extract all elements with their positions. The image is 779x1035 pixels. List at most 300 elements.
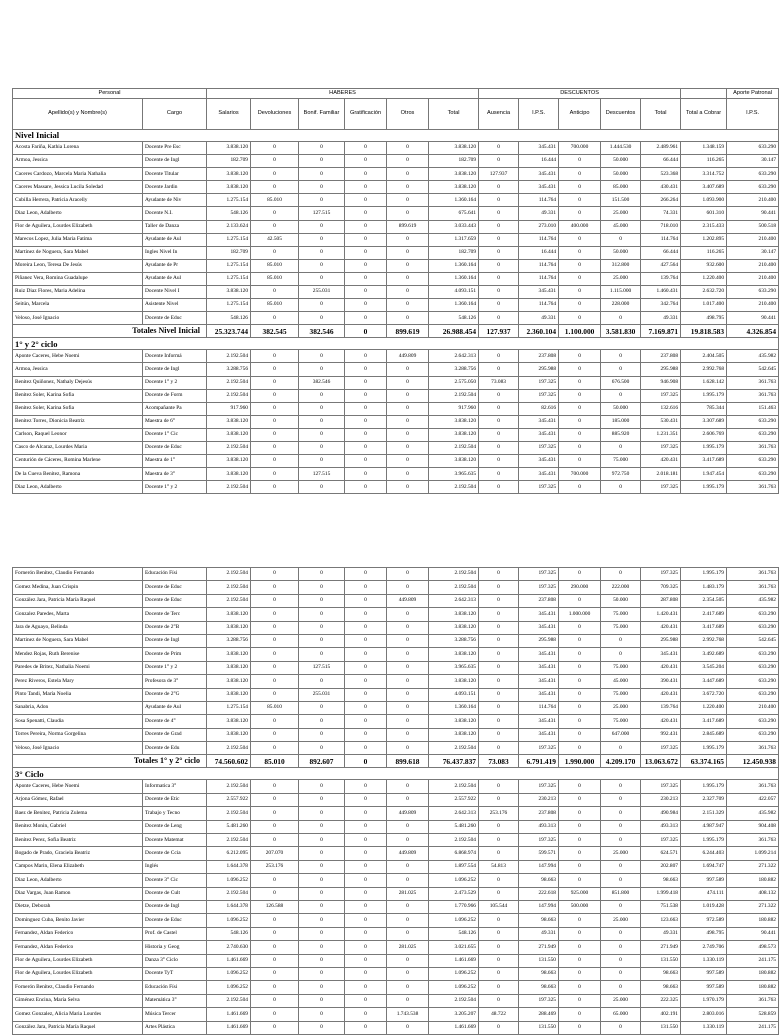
amount-cell: 197.325 (519, 994, 559, 1007)
amount-cell: 2.642.313 (429, 594, 479, 607)
amount-cell: 2.327.709 (681, 793, 727, 806)
amount-cell: 0 (387, 402, 429, 415)
amount-cell: 197.325 (519, 780, 559, 793)
amount-cell: 98.663 (641, 981, 681, 994)
amount-cell: 0 (479, 661, 519, 674)
employee-name-cell: Martinez de Noguera, Sara Mabel (13, 246, 143, 259)
amount-cell: 0 (479, 481, 519, 494)
amount-cell: 0 (601, 967, 641, 980)
amount-cell: 633.290 (727, 181, 779, 194)
amount-cell: 0 (601, 927, 641, 940)
employee-name-cell: Marecos Lopez, Julia Maria Fatima (13, 233, 143, 246)
amount-cell: 0 (479, 914, 519, 927)
amount-cell: 253.176 (479, 807, 519, 820)
amount-cell: 1.644.378 (207, 900, 251, 913)
amount-cell: 0 (251, 246, 299, 259)
column-header: Bonif. Familiar (299, 99, 345, 130)
amount-cell: 0 (559, 793, 601, 806)
table-row (13, 742, 779, 755)
amount-cell: 0 (345, 661, 387, 674)
column-header: Descuentos (601, 99, 641, 130)
amount-cell: 2.192.504 (429, 389, 479, 402)
amount-cell: 500.518 (727, 220, 779, 233)
table-row (13, 648, 779, 661)
amount-cell: 1.770.966 (429, 900, 479, 913)
amount-cell: 0 (601, 233, 641, 246)
amount-cell: 197.325 (641, 834, 681, 847)
amount-cell: 210.400 (727, 194, 779, 207)
amount-cell: 0 (345, 299, 387, 312)
amount-cell: 0 (299, 194, 345, 207)
amount-cell: 408.132 (727, 887, 779, 900)
amount-cell: 0 (299, 581, 345, 594)
amount-cell: 0 (345, 220, 387, 233)
amount-cell: 66.444 (641, 155, 681, 168)
amount-cell: 633.290 (727, 142, 779, 155)
amount-cell: 361.763 (727, 780, 779, 793)
amount-cell: 435.982 (727, 350, 779, 363)
amount-cell: 633.290 (727, 286, 779, 299)
amount-cell: 25.000 (601, 272, 641, 285)
column-header: I.P.S. (727, 99, 779, 130)
amount-cell: 0 (559, 312, 601, 325)
amount-cell: 3.288.756 (207, 634, 251, 647)
amount-cell: 3.417.689 (681, 455, 727, 468)
amount-cell: 25.000 (601, 207, 641, 220)
amount-cell: 0 (387, 389, 429, 402)
amount-cell: 1.947.454 (681, 468, 727, 481)
employee-name-cell: Caceres Cardozo, Marcela Maria Nathalia (13, 168, 143, 181)
amount-cell: 0 (299, 272, 345, 285)
amount-cell: 2.192.504 (429, 568, 479, 581)
amount-cell: 0 (387, 1021, 429, 1034)
total-cell: 63.374.165 (681, 755, 727, 768)
amount-cell: 2.417.689 (681, 608, 727, 621)
position-cell: Docente de Etic (143, 793, 207, 806)
amount-cell: 0 (299, 900, 345, 913)
amount-cell: 25.000 (601, 914, 641, 927)
position-cell: Docente de 2°B (143, 621, 207, 634)
amount-cell: 0 (345, 860, 387, 873)
amount-cell: 0 (251, 715, 299, 728)
amount-cell: 1.483.179 (681, 581, 727, 594)
amount-cell: 2.192.504 (429, 581, 479, 594)
amount-cell: 237.808 (519, 807, 559, 820)
amount-cell: 290.000 (559, 581, 601, 594)
amount-cell: 0 (387, 272, 429, 285)
amount-cell: 1.444.530 (601, 142, 641, 155)
amount-cell: 0 (299, 967, 345, 980)
amount-cell: 0 (299, 994, 345, 1007)
amount-cell: 0 (299, 675, 345, 688)
amount-cell: 90.441 (727, 207, 779, 220)
amount-cell: 2.642.313 (429, 350, 479, 363)
amount-cell: 633.290 (727, 675, 779, 688)
amount-cell: 1.202.895 (681, 233, 727, 246)
amount-cell: 0 (559, 941, 601, 954)
employee-name-cell: Campos Marin, Elena Elizabeth (13, 860, 143, 873)
amount-cell: 548.126 (207, 312, 251, 325)
position-cell: Ayudante de Aul (143, 272, 207, 285)
amount-cell: 946.908 (641, 376, 681, 389)
amount-cell: 0 (299, 634, 345, 647)
amount-cell: 210.400 (727, 701, 779, 714)
amount-cell: 0 (345, 142, 387, 155)
amount-cell: 2.192.504 (429, 780, 479, 793)
amount-cell: 633.290 (727, 428, 779, 441)
amount-cell: 0 (345, 1008, 387, 1021)
amount-cell: 0 (251, 312, 299, 325)
table-row (13, 259, 779, 272)
amount-cell: 98.663 (641, 967, 681, 980)
amount-cell: 0 (559, 715, 601, 728)
amount-cell: 0 (345, 428, 387, 441)
amount-cell: 0 (299, 941, 345, 954)
amount-cell: 85.010 (251, 299, 299, 312)
amount-cell: 0 (251, 661, 299, 674)
amount-cell: 345.431 (519, 415, 559, 428)
amount-cell: 49.331 (519, 312, 559, 325)
total-cell: 2.360.104 (519, 325, 559, 338)
amount-cell: 6.244.403 (681, 847, 727, 860)
position-cell: Historia y Geog (143, 941, 207, 954)
totals-row (13, 755, 779, 768)
table-row (13, 675, 779, 688)
amount-cell: 0 (479, 675, 519, 688)
column-header: I.P.S. (519, 99, 559, 130)
amount-cell: 361.763 (727, 376, 779, 389)
amount-cell: 0 (345, 807, 387, 820)
section-header-row (13, 338, 779, 350)
amount-cell: 114.764 (519, 701, 559, 714)
amount-cell: 0 (299, 389, 345, 402)
amount-cell: 98.663 (519, 967, 559, 980)
employee-name-cell: Aponte Caceres, Hebe Noemi (13, 780, 143, 793)
table-row (13, 233, 779, 246)
amount-cell: 42.505 (251, 233, 299, 246)
amount-cell: 0 (559, 834, 601, 847)
position-cell: Ayudante de Niv (143, 194, 207, 207)
amount-cell: 932.600 (681, 259, 727, 272)
amount-cell: 0 (387, 155, 429, 168)
amount-cell: 1.995.179 (681, 568, 727, 581)
amount-cell: 210.400 (727, 259, 779, 272)
total-cell: 0 (345, 755, 387, 768)
employee-name-cell: Seitún, Marcela (13, 299, 143, 312)
amount-cell: 0 (251, 675, 299, 688)
amount-cell: 0 (251, 834, 299, 847)
amount-cell: 30.147 (727, 155, 779, 168)
column-header: Gratificación (345, 99, 387, 130)
amount-cell: 633.290 (727, 608, 779, 621)
totals-label: Totales Nivel Inicial (13, 325, 207, 338)
amount-cell: 361.763 (727, 481, 779, 494)
amount-cell: 0 (479, 715, 519, 728)
total-cell: 73.083 (479, 755, 519, 768)
amount-cell: 0 (559, 820, 601, 833)
amount-cell: 0 (299, 350, 345, 363)
amount-cell: 0 (345, 954, 387, 967)
amount-cell: 997.589 (681, 874, 727, 887)
amount-cell: 0 (345, 286, 387, 299)
amount-cell: 785.344 (681, 402, 727, 415)
amount-cell: 0 (387, 994, 429, 1007)
amount-cell: 0 (559, 402, 601, 415)
position-cell: Docente TyT (143, 967, 207, 980)
position-cell: Docente de Ingl (143, 900, 207, 913)
amount-cell: 2.192.504 (429, 742, 479, 755)
section-title: Nivel Inicial (13, 130, 779, 142)
column-header: Otros (387, 99, 429, 130)
amount-cell: 202.807 (641, 860, 681, 873)
amount-cell: 3.965.635 (429, 468, 479, 481)
amount-cell: 361.763 (727, 742, 779, 755)
position-cell: Docente de Educ (143, 441, 207, 454)
amount-cell: 0 (251, 954, 299, 967)
amount-cell: 1.461.669 (429, 1021, 479, 1034)
amount-cell: 449.809 (387, 807, 429, 820)
table-row (13, 793, 779, 806)
amount-cell: 0 (251, 350, 299, 363)
employee-name-cell: Perez Riveros, Estela Mary (13, 675, 143, 688)
amount-cell: 0 (387, 701, 429, 714)
section-title: 3° Ciclo (13, 768, 779, 780)
amount-cell: 0 (251, 594, 299, 607)
amount-cell: 2.192.504 (207, 594, 251, 607)
amount-cell: 0 (387, 860, 429, 873)
position-cell: Ayudante de Aul (143, 701, 207, 714)
amount-cell: 345.431 (519, 608, 559, 621)
amount-cell: 0 (387, 581, 429, 594)
amount-cell: 65.000 (601, 1008, 641, 1021)
amount-cell: 1.099.214 (727, 847, 779, 860)
amount-cell: 0 (559, 568, 601, 581)
amount-cell: 0 (387, 259, 429, 272)
amount-cell: 0 (559, 860, 601, 873)
amount-cell: 0 (299, 927, 345, 940)
amount-cell: 3.838.120 (207, 455, 251, 468)
amount-cell: 700.000 (559, 142, 601, 155)
amount-cell: 0 (559, 634, 601, 647)
amount-cell: 430.431 (641, 181, 681, 194)
amount-cell: 271.949 (641, 941, 681, 954)
amount-cell: 0 (387, 181, 429, 194)
amount-cell: 126.588 (251, 900, 299, 913)
amount-cell: 230.213 (641, 793, 681, 806)
employee-name-cell: Acosta Fariña, Kathia Lorena (13, 142, 143, 155)
amount-cell: 180.882 (727, 914, 779, 927)
amount-cell: 0 (387, 874, 429, 887)
amount-cell: 2.632.720 (681, 286, 727, 299)
amount-cell: 0 (601, 350, 641, 363)
position-cell: Docente Informá (143, 350, 207, 363)
table-row (13, 1021, 779, 1034)
position-cell: Docente de Edu (143, 742, 207, 755)
amount-cell: 1.275.154 (207, 701, 251, 714)
amount-cell: 0 (299, 259, 345, 272)
amount-cell: 2.473.529 (429, 887, 479, 900)
amount-cell: 0 (387, 621, 429, 634)
amount-cell: 0 (559, 389, 601, 402)
employee-name-cell: González Jara, Patricia María Raquel (13, 594, 143, 607)
amount-cell: 0 (559, 688, 601, 701)
amount-cell: 500.000 (559, 900, 601, 913)
table-row (13, 887, 779, 900)
amount-cell: 0 (299, 834, 345, 847)
employee-name-cell: González Jara, Patricia María Raquel (13, 1021, 143, 1034)
amount-cell: 0 (479, 887, 519, 900)
amount-cell: 54.813 (479, 860, 519, 873)
amount-cell: 422.057 (727, 793, 779, 806)
amount-cell: 114.764 (641, 233, 681, 246)
amount-cell: 0 (345, 350, 387, 363)
position-cell: Docente de Educ (143, 312, 207, 325)
amount-cell: 0 (479, 634, 519, 647)
table-row (13, 661, 779, 674)
position-cell: Inglés (143, 860, 207, 873)
amount-cell: 0 (601, 648, 641, 661)
amount-cell: 700.000 (559, 468, 601, 481)
amount-cell: 0 (559, 376, 601, 389)
total-cell: 899.619 (387, 325, 429, 338)
position-cell: Docente 3° Cic (143, 874, 207, 887)
amount-cell: 1.096.252 (429, 874, 479, 887)
amount-cell: 0 (601, 742, 641, 755)
amount-cell: 345.431 (519, 428, 559, 441)
amount-cell: 0 (601, 793, 641, 806)
amount-cell: 49.331 (641, 312, 681, 325)
amount-cell: 1.461.669 (207, 1008, 251, 1021)
amount-cell: 0 (479, 207, 519, 220)
amount-cell: 0 (559, 168, 601, 181)
amount-cell: 49.331 (641, 927, 681, 940)
position-cell: Música Tercer (143, 1008, 207, 1021)
amount-cell: 0 (345, 648, 387, 661)
amount-cell: 5.481.260 (207, 820, 251, 833)
amount-cell: 420.431 (641, 661, 681, 674)
totals-label: Totales 1° y 2° ciclo (13, 755, 207, 768)
amount-cell: 0 (559, 621, 601, 634)
amount-cell: 0 (479, 194, 519, 207)
amount-cell: 420.431 (641, 621, 681, 634)
table-row (13, 780, 779, 793)
amount-cell: 105.544 (479, 900, 519, 913)
amount-cell: 1.093.900 (681, 194, 727, 207)
total-cell: 382.545 (251, 325, 299, 338)
employee-name-cell: Caceres Massare, Jessica Lucila Soledad (13, 181, 143, 194)
amount-cell: 2.192.504 (207, 441, 251, 454)
amount-cell: 0 (559, 954, 601, 967)
amount-cell: 1.694.747 (681, 860, 727, 873)
amount-cell: 1.995.179 (681, 742, 727, 755)
amount-cell: 3.417.689 (681, 715, 727, 728)
amount-cell: 197.325 (519, 389, 559, 402)
amount-cell: 342.764 (641, 299, 681, 312)
amount-cell: 390.431 (641, 675, 681, 688)
amount-cell: 0 (387, 246, 429, 259)
column-header: Ausencia (479, 99, 519, 130)
amount-cell: 0 (299, 860, 345, 873)
payroll-table-page-1 (12, 88, 779, 494)
amount-cell: 1.275.154 (207, 299, 251, 312)
amount-cell: 2.642.313 (429, 807, 479, 820)
amount-cell: 2.192.504 (207, 350, 251, 363)
amount-cell: 0 (251, 994, 299, 1007)
amount-cell: 127.515 (299, 207, 345, 220)
amount-cell: 3.838.120 (429, 168, 479, 181)
amount-cell: 0 (601, 568, 641, 581)
total-cell: 0 (345, 325, 387, 338)
amount-cell: 1.420.431 (641, 608, 681, 621)
amount-cell: 633.290 (727, 455, 779, 468)
amount-cell: 75.000 (601, 621, 641, 634)
amount-cell: 114.764 (519, 272, 559, 285)
total-cell: 7.169.871 (641, 325, 681, 338)
amount-cell: 1.995.179 (681, 834, 727, 847)
amount-cell: 0 (251, 634, 299, 647)
amount-cell: 1.000.000 (559, 608, 601, 621)
position-cell: Danza 3° Ciclo (143, 954, 207, 967)
amount-cell: 0 (387, 207, 429, 220)
amount-cell: 0 (559, 675, 601, 688)
amount-cell: 718.010 (641, 220, 681, 233)
position-cell: Docente de Ingl (143, 363, 207, 376)
section-header-row (13, 768, 779, 780)
amount-cell: 0 (345, 967, 387, 980)
amount-cell: 3.838.120 (429, 142, 479, 155)
table-row (13, 860, 779, 873)
amount-cell: 493.313 (641, 820, 681, 833)
amount-cell: 131.550 (519, 954, 559, 967)
table-row (13, 581, 779, 594)
amount-cell: 295.988 (641, 363, 681, 376)
amount-cell: 6.868.974 (429, 847, 479, 860)
amount-cell: 1.995.179 (681, 780, 727, 793)
amount-cell: 0 (251, 1021, 299, 1034)
amount-cell: 1.461.669 (207, 1021, 251, 1034)
amount-cell: 345.431 (519, 142, 559, 155)
amount-cell: 633.290 (727, 415, 779, 428)
amount-cell: 3.838.120 (207, 468, 251, 481)
amount-cell: 2.192.504 (207, 887, 251, 900)
employee-name-cell: Arjona Gómez, Rafael (13, 793, 143, 806)
amount-cell: 3.838.120 (207, 728, 251, 741)
amount-cell: 197.325 (519, 568, 559, 581)
employee-name-cell: Gomez Gonzalez, Alicia Maria Lourdes (13, 1008, 143, 1021)
amount-cell: 210.400 (727, 233, 779, 246)
amount-cell: 345.431 (519, 181, 559, 194)
amount-cell: 3.545.204 (681, 661, 727, 674)
amount-cell: 0 (559, 441, 601, 454)
total-cell: 25.323.744 (207, 325, 251, 338)
amount-cell: 288.469 (519, 1008, 559, 1021)
amount-cell: 0 (251, 820, 299, 833)
position-cell: Prof. de Castel (143, 927, 207, 940)
total-cell: 1.990.000 (559, 755, 601, 768)
amount-cell: 0 (479, 363, 519, 376)
table-row (13, 207, 779, 220)
amount-cell: 25.000 (601, 847, 641, 860)
amount-cell: 1.995.179 (681, 481, 727, 494)
table-row (13, 415, 779, 428)
amount-cell: 0 (387, 634, 429, 647)
amount-cell: 3.838.120 (207, 688, 251, 701)
aporte-patronal-header: Aporte Patronal (727, 89, 779, 99)
amount-cell: 0 (479, 780, 519, 793)
amount-cell: 0 (601, 820, 641, 833)
amount-cell: 997.589 (681, 967, 727, 980)
amount-cell: 0 (345, 900, 387, 913)
